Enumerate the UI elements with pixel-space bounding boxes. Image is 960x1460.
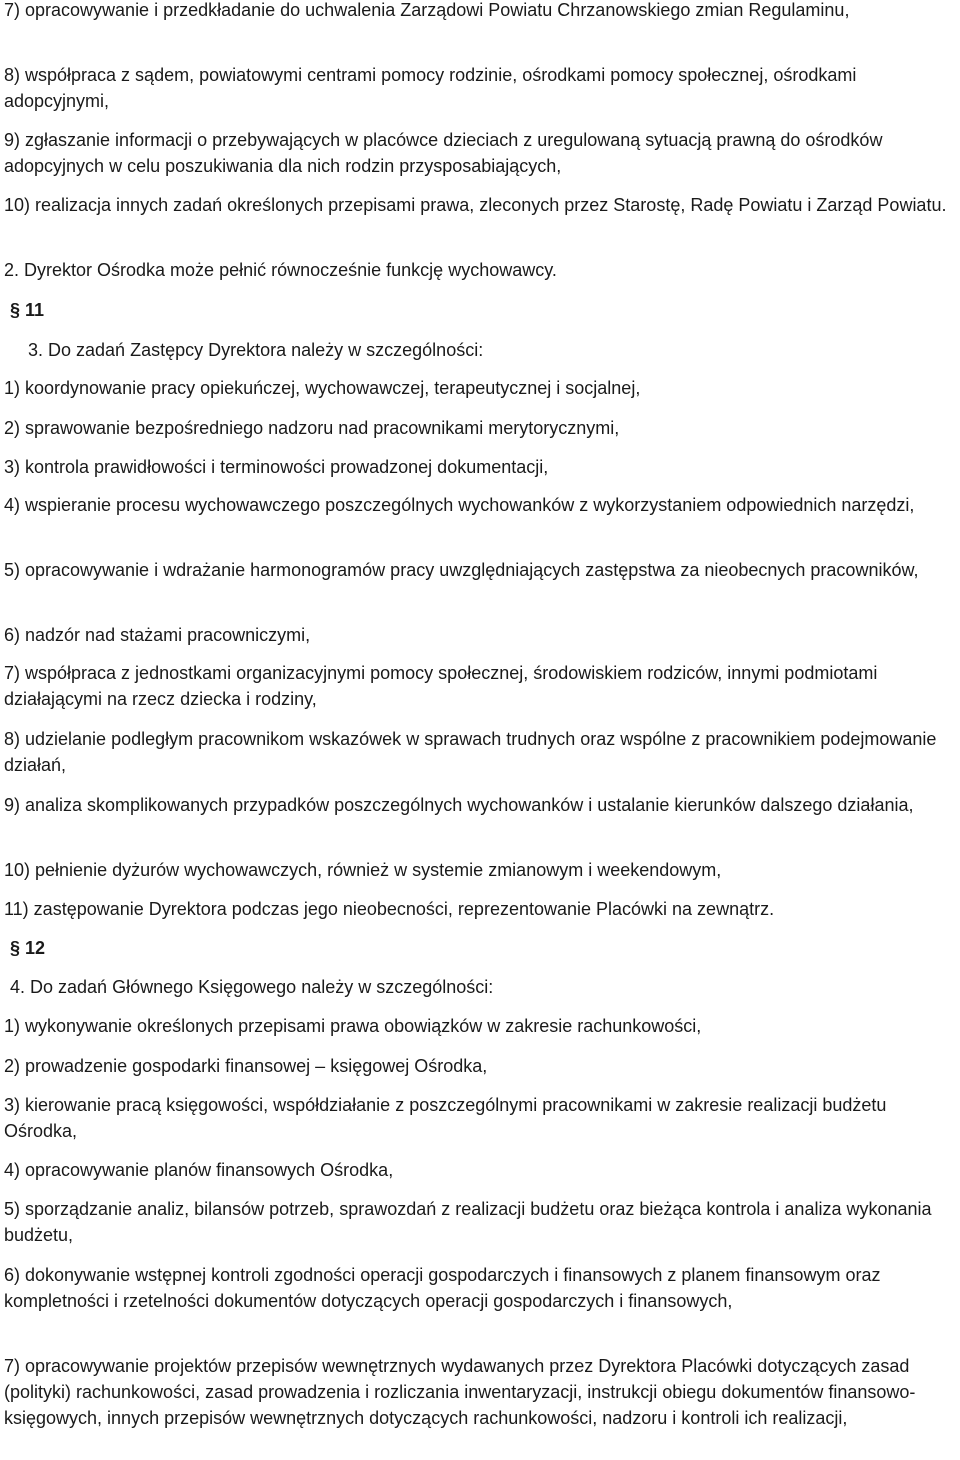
paragraph: 3) kierowanie pracą księgowości, współdziałanie z poszczególnymi pracownikami w zakresie realizacji budżetu Ośrodka, [4,1095,887,1141]
paragraph: 4) opracowywanie planów finansowych Ośrodka, [4,1160,394,1180]
paragraph: 4) wspieranie procesu wychowawczego poszczególnych wychowanków z wykorzystaniem odpowiednich narzędzi, [4,495,915,515]
paragraph: 10) pełnienie dyżurów wychowawczych, również w systemie zmianowym i weekendowym, [4,860,722,880]
paragraph: 5) opracowywanie i wdrażanie harmonogramów pracy uwzględniających zastępstwa za nieobecnych pracowników, [4,560,919,580]
paragraph: 2) sprawowanie bezpośredniego nadzoru nad pracownikami merytorycznymi, [4,418,620,438]
section-number: 11 [25,300,45,320]
paragraph: 3) kontrola prawidłowości i terminowości prowadzonej dokumentacji, [4,457,549,477]
paragraph: 2. Dyrektor Ośrodka może pełnić równocześnie funkcję wychowawcy. [4,260,557,280]
paragraph: 10) realizacja innych zadań określonych przepisami prawa, zleconych przez Starostę, Radę Powiatu i Zarząd Powiatu. [4,195,947,215]
section-heading [10,297,960,323]
paragraph: 7) opracowywanie i przedkładanie do uchwalenia Zarządowi Powiatu Chrzanowskiego zmian Regulaminu, [4,0,850,20]
section-sign: § [10,938,21,958]
paragraph: 8) udzielanie podległym pracownikom wskazówek w sprawach trudnych oraz wspólne z pracownikiem podejmowanie działań, [4,729,937,775]
section-number: 12 [25,938,46,958]
paragraph: 8) współpraca z sądem, powiatowymi centrami pomocy rodzinie, ośrodkami pomocy społecznej, ośrodkami adopcyjnymi, [4,65,857,111]
paragraph: 2) prowadzenie gospodarki finansowej – księgowej Ośrodka, [4,1056,488,1076]
paragraph: 9) analiza skomplikowanych przypadków poszczególnych wychowanków i ustalanie kierunków dalszego działania, [4,795,914,815]
paragraph: 7) współpraca z jednostkami organizacyjnymi pomocy społecznej, środowiskiem rodziców, innymi podmiotami działającymi na rzecz dziecka i rodziny, [4,663,878,709]
section-sign: § [10,300,21,320]
paragraph: 7) opracowywanie projektów przepisów wewnętrznych wydawanych przez Dyrektora Placówki dotyczących zasad (polityki) rachunkowości, zasad prowadzenia i rozliczania inwentaryzacji, instrukcji obiegu dokumentów finansowo-księgowych, innych przepisów wewnętrznych dotyczących rachunkowości, nadzoru i kontroli ich realizacji, [4,1356,916,1428]
paragraph: 3. Do zadań Zastępcy Dyrektora należy w szczególności: [28,340,484,360]
paragraph: 6) nadzór nad stażami pracowniczymi, [4,625,311,645]
paragraph: 4. Do zadań Głównego Księgowego należy w szczególności: [10,977,494,997]
paragraph: 1) koordynowanie pracy opiekuńczej, wychowawczej, terapeutycznej i socjalnej, [4,378,641,398]
section-heading [10,935,960,961]
paragraph: 9) zgłaszanie informacji o przebywających w placówce dzieciach z uregulowaną sytuacją prawną do ośrodków adopcyjnych w celu poszukiwania dla nich rodzin przysposabiających, [4,130,883,176]
paragraph: 6) dokonywanie wstępnej kontroli zgodności operacji gospodarczych i finansowych z planem finansowym oraz kompletności i rzetelności dokumentów dotyczących operacji gospodarczych i finansowych, [4,1265,881,1311]
paragraph: 11) zastępowanie Dyrektora podczas jego nieobecności, reprezentowanie Placówki na zewnątrz. [4,899,775,919]
paragraph: 5) sporządzanie analiz, bilansów potrzeb, sprawozdań z realizacji budżetu oraz bieżąca kontrola i analiza wykonania budżetu, [4,1199,932,1245]
paragraph: 1) wykonywanie określonych przepisami prawa obowiązków w zakresie rachunkowości, [4,1016,702,1036]
